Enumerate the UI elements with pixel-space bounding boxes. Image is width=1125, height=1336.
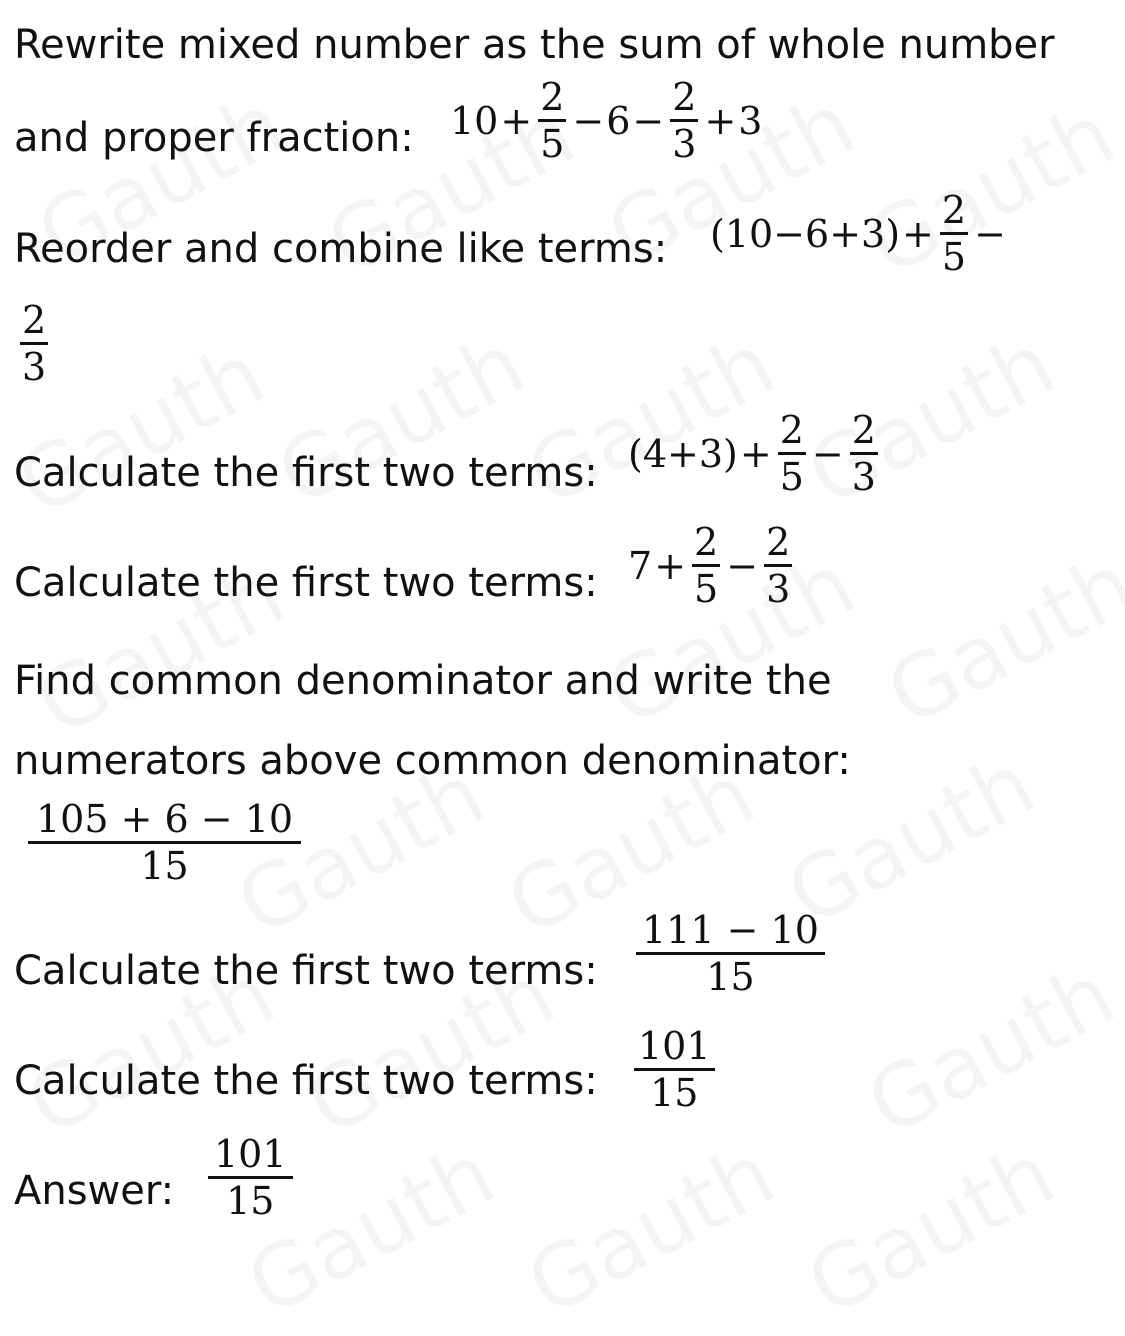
step-3-expression xyxy=(628,408,882,499)
denominator: 15 xyxy=(140,844,189,888)
term: 7 xyxy=(628,543,653,588)
answer-numerator: 101 xyxy=(214,1132,287,1176)
grouped-term: (10−6+3) xyxy=(710,211,901,256)
operator: + xyxy=(500,98,533,143)
fraction xyxy=(940,188,968,279)
denominator: 5 xyxy=(941,235,967,279)
step-4-expression xyxy=(628,520,796,611)
numerator: 101 xyxy=(638,1024,711,1068)
denominator: 5 xyxy=(540,122,565,166)
fraction xyxy=(636,908,825,999)
fraction xyxy=(764,520,792,611)
fraction xyxy=(692,520,720,611)
operator: + xyxy=(739,431,772,476)
numerator: 2 xyxy=(540,75,565,119)
numerator: 111 − 10 xyxy=(642,908,819,952)
watermark xyxy=(512,1124,790,1335)
denominator: 3 xyxy=(22,345,47,389)
fraction xyxy=(538,75,566,166)
operator: − xyxy=(811,431,844,476)
step-1-text: Rewrite mixed number as the sum of whole number xyxy=(14,22,1055,68)
operator: − xyxy=(726,543,759,588)
answer-fraction xyxy=(208,1132,293,1223)
fraction xyxy=(634,1024,715,1115)
numerator: 2 xyxy=(851,408,876,452)
fraction xyxy=(670,75,698,166)
step-5-expression xyxy=(28,797,305,888)
denominator: 3 xyxy=(851,455,876,499)
operator: + xyxy=(654,543,687,588)
answer-denominator: 15 xyxy=(226,1179,275,1223)
answer-expression xyxy=(204,1132,297,1223)
fraction xyxy=(850,408,878,499)
fraction xyxy=(778,408,806,499)
step-5-text: Find common denominator and write the xyxy=(14,658,832,704)
step-1-expression xyxy=(450,75,762,166)
grouped-term: (4+3) xyxy=(628,431,738,476)
step-2-label: Reorder and combine like terms: xyxy=(14,226,668,272)
numerator: 2 xyxy=(22,298,47,342)
fraction xyxy=(28,797,301,888)
numerator: 2 xyxy=(766,520,791,564)
step-5-label: numerators above common denominator: xyxy=(14,738,851,784)
denominator: 15 xyxy=(706,955,755,999)
numerator: 2 xyxy=(694,520,719,564)
step-2-expression xyxy=(710,188,1008,279)
watermark xyxy=(792,1124,1070,1335)
answer-label: Answer: xyxy=(14,1168,175,1214)
step-7-expression xyxy=(630,1024,719,1115)
denominator: 5 xyxy=(779,455,804,499)
step-2-expression-wrap xyxy=(14,298,52,389)
operator: − xyxy=(572,98,605,143)
numerator: 2 xyxy=(779,408,804,452)
operator: − xyxy=(974,211,1006,256)
step-6-expression xyxy=(632,908,829,999)
numerator: 2 xyxy=(941,188,967,232)
step-4-label: Calculate the first two terms: xyxy=(14,560,598,606)
step-3-label: Calculate the first two terms: xyxy=(14,450,598,496)
numerator: 2 xyxy=(672,75,697,119)
step-6-label: Calculate the first two terms: xyxy=(14,948,598,994)
numerator: 105 + 6 − 10 xyxy=(36,797,294,841)
operator: + xyxy=(704,98,737,143)
operator: + xyxy=(902,211,934,256)
term: 3 xyxy=(738,98,763,143)
operator: − xyxy=(632,98,665,143)
step-1-label: and proper fraction: xyxy=(14,115,414,161)
denominator: 3 xyxy=(766,567,791,611)
term: 6 xyxy=(606,98,631,143)
denominator: 15 xyxy=(650,1071,699,1115)
term: 10 xyxy=(450,98,499,143)
fraction xyxy=(20,298,48,389)
denominator: 3 xyxy=(672,122,697,166)
denominator: 5 xyxy=(694,567,719,611)
step-7-label: Calculate the first two terms: xyxy=(14,1058,598,1104)
